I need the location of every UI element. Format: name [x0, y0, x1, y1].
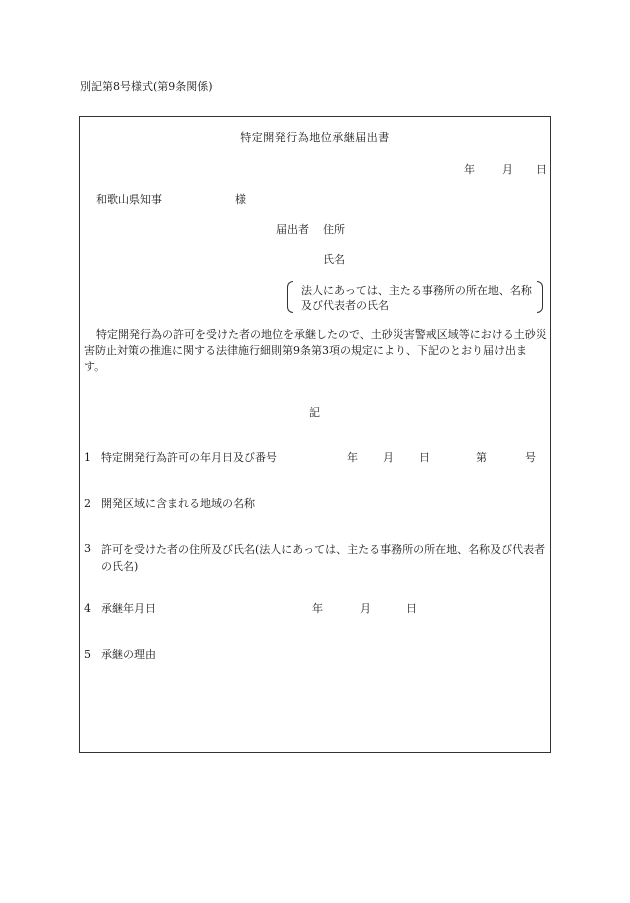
item-1-year-label: 年 — [347, 451, 358, 464]
item-1-label: 特定開発行為許可の年月日及び番号 — [101, 451, 277, 464]
item-2-number: 2 — [84, 497, 91, 510]
filer-name-label: 氏名 — [323, 253, 345, 266]
item-4-month-label: 月 — [360, 602, 371, 615]
addressee-honorific: 様 — [235, 193, 246, 206]
item-1-dai-label: 第 — [476, 451, 487, 464]
date-month-label: 月 — [502, 163, 513, 176]
item-4-label: 承継年月日 — [101, 602, 156, 615]
declaration-text: 特定開発行為の許可を受けた者の地位を承継したので、土砂災害警戒区域等における土砂災害防止対策の推進に関する法律施行細則第9条第3項の規定により、下記のとおり届け出ます。 — [84, 328, 547, 373]
date-year-label: 年 — [464, 163, 475, 176]
item-4-number: 4 — [84, 602, 91, 615]
filer-address-label: 住所 — [323, 223, 345, 236]
corporate-note: 法人にあっては、主たる事務所の所在地、名称及び代表者の氏名 — [301, 284, 532, 312]
item-5-label: 承継の理由 — [101, 648, 156, 661]
item-1-go-label: 号 — [525, 451, 536, 464]
date-day-label: 日 — [536, 163, 547, 176]
item-3-number: 3 — [84, 542, 91, 555]
item-1-month-label: 月 — [383, 451, 394, 464]
item-2-label: 開発区域に含まれる地域の名称 — [101, 497, 255, 510]
item-1-number: 1 — [84, 451, 91, 464]
item-5-number: 5 — [84, 648, 91, 661]
item-4-year-label: 年 — [312, 602, 323, 615]
filer-label: 届出者 — [276, 223, 309, 236]
item-4-day-label: 日 — [406, 602, 417, 615]
ki-heading: 記 — [309, 406, 320, 419]
item-3-label: 許可を受けた者の住所及び氏名(法人にあっては、主たる事務所の所在地、名称及び代表者の氏名) — [101, 543, 546, 573]
corporate-note-bracket — [287, 281, 543, 313]
item-1-day-label: 日 — [419, 451, 430, 464]
form-number-label: 別記第8号様式(第9条関係) — [80, 80, 213, 93]
document-title: 特定開発行為地位承継届出書 — [240, 131, 390, 144]
right-paren — [537, 281, 543, 313]
addressee-name: 和歌山県知事 — [96, 193, 162, 206]
left-paren — [287, 281, 293, 313]
